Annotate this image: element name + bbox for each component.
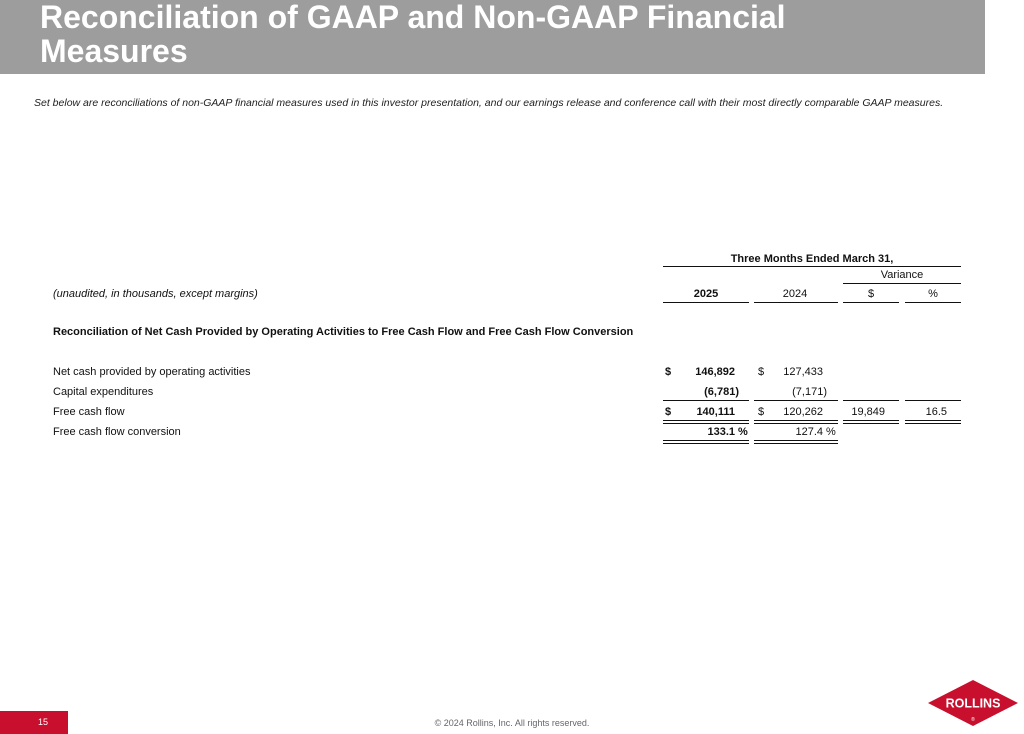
subtotal-rule-var-pct (905, 400, 961, 401)
rollins-logo (926, 677, 1020, 729)
variance-header-rule (843, 283, 961, 284)
value-2024: 127,433 (783, 366, 823, 378)
period-header-rule (663, 266, 961, 267)
currency-symbol: $ (665, 366, 672, 378)
total-double-rule-2024 (754, 420, 838, 424)
col-rule-2024 (754, 302, 838, 303)
variance-pct: 16.5 (925, 406, 947, 418)
value-2024: 127.4 (795, 426, 823, 438)
subtotal-rule-2025 (663, 400, 749, 401)
logo-text: ROLLINS (945, 696, 1001, 711)
row-label: Capital expenditures (53, 386, 154, 398)
section-title: Reconciliation of Net Cash Provided by Operating Activities to Free Cash Flow and Free Cash Flow Conversion (53, 326, 634, 338)
total-double-rule-2025 (663, 420, 749, 424)
units-note: (unaudited, in thousands, except margins) (53, 288, 258, 300)
col-rule-2025 (663, 302, 749, 303)
currency-symbol: $ (665, 406, 672, 418)
logo-registered-mark: ® (971, 717, 975, 723)
row-label: Free cash flow (53, 406, 125, 418)
page-title-line-1: Reconciliation of GAAP and Non-GAAP Financial (40, 0, 786, 35)
row-label: Net cash provided by operating activities (53, 366, 251, 378)
value-2025: 133.1 (707, 426, 735, 438)
page-number: 15 (38, 717, 49, 727)
total-double-rule-var-pct (905, 420, 961, 424)
value-2025: (6,781) (704, 386, 739, 398)
value-2025: 140,111 (696, 406, 735, 418)
col-header-2025: 2025 (693, 288, 719, 300)
row-label: Free cash flow conversion (53, 426, 181, 438)
value-2024: (7,171) (792, 386, 827, 398)
subtotal-rule-2024 (754, 400, 838, 401)
variance-dollar: 19,849 (851, 406, 885, 418)
col-rule-var-pct (905, 302, 961, 303)
period-header: Three Months Ended March 31, (730, 253, 894, 265)
page-title-line-2: Measures (40, 33, 188, 69)
value-2024: 120,262 (783, 406, 823, 418)
page-subtitle: Set below are reconciliations of non-GAAP financial measures used in this investor presentation, and our earnings release and conference call with their most directly comparable GAAP measures. (34, 97, 944, 109)
total-double-rule-var-dollar (843, 420, 899, 424)
percent-sign: % (826, 426, 836, 438)
col-header-2024: 2024 (782, 288, 808, 300)
percent-sign: % (738, 426, 748, 438)
currency-symbol: $ (758, 366, 765, 378)
conversion-double-rule-2024 (754, 440, 838, 444)
col-header-variance-dollar: $ (867, 288, 875, 300)
subtotal-rule-var-dollar (843, 400, 899, 401)
col-header-variance-pct: % (928, 288, 938, 300)
copyright: © 2024 Rollins, Inc. All rights reserved. (434, 718, 590, 728)
variance-header: Variance (880, 269, 924, 281)
col-rule-var-dollar (843, 302, 899, 303)
conversion-double-rule-2025 (663, 440, 749, 444)
currency-symbol: $ (758, 406, 765, 418)
page-title (40, 0, 940, 68)
value-2025: 146,892 (695, 366, 735, 378)
